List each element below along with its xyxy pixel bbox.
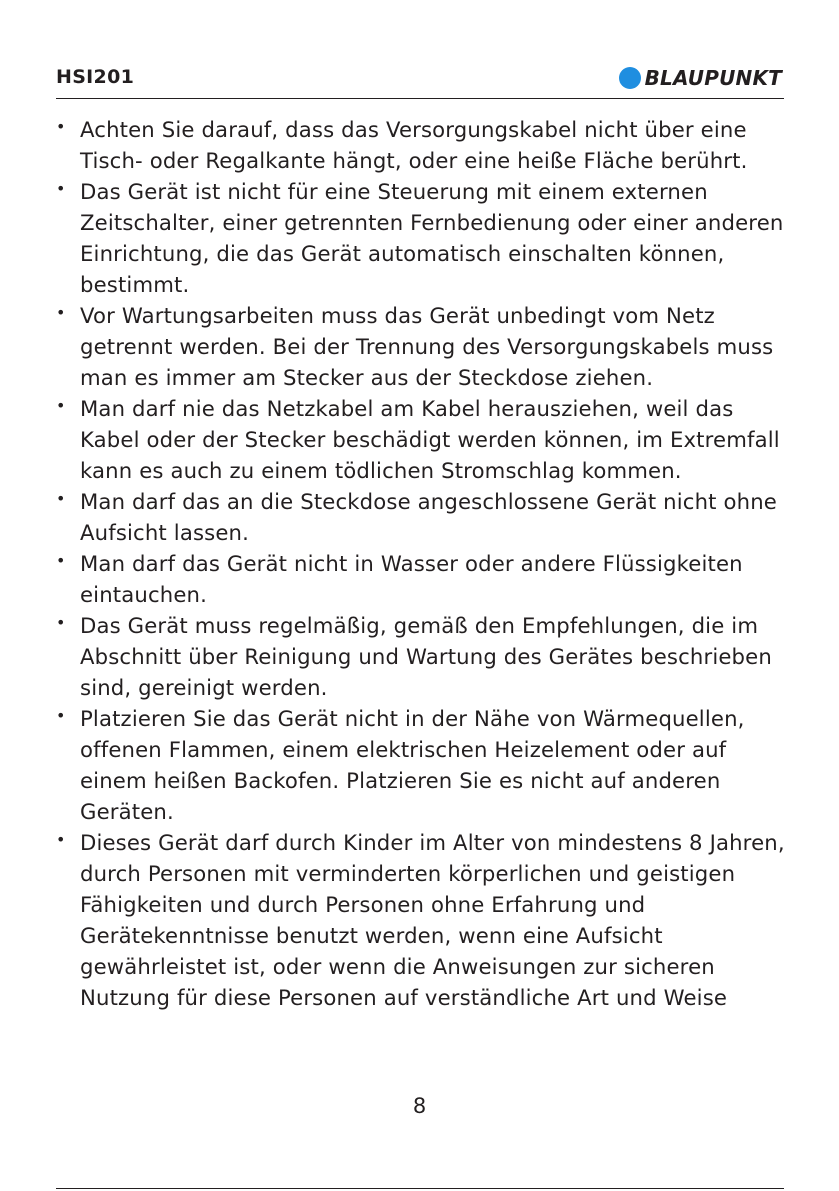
list-item (56, 610, 786, 703)
list-item (56, 486, 786, 548)
bullet-icon: • (56, 613, 66, 632)
list-item (56, 300, 786, 393)
brand-logo (619, 66, 782, 90)
list-item-text: Dieses Gerät darf durch Kinder im Alter von mindestens 8 Jahren, durch Personen mit verminderten körperlichen und geistigen Fähigkeiten und durch Personen ohne Erfahrung und Gerätekenntnisse benutzt werden, wenn eine Aufsicht gewährleistet ist, oder wenn die Anweisungen zur sicheren Nutzung für diese Personen auf verständliche Art und Weise (80, 830, 785, 1010)
bullet-icon: • (56, 830, 66, 849)
list-item-text: Das Gerät ist nicht für eine Steuerung mit einem externen Zeitschalter, einer getrennten Fernbedienung oder einer anderen Einrichtung, die das Gerät automatisch einschalten können, bestimmt. (80, 179, 784, 297)
footer-divider (56, 1188, 784, 1189)
list-item-text: Man darf das an die Steckdose angeschlossene Gerät nicht ohne Aufsicht lassen. (80, 489, 777, 545)
bullet-icon: • (56, 551, 66, 570)
list-item (56, 548, 786, 610)
safety-instructions-list (56, 114, 786, 1013)
bullet-icon: • (56, 489, 66, 508)
list-item-text: Man darf nie das Netzkabel am Kabel herausziehen, weil das Kabel oder der Stecker beschädigt werden können, im Extremfall kann es auch zu einem tödlichen Stromschlag kommen. (80, 396, 780, 483)
brand-name: BLAUPUNKT (644, 66, 782, 90)
page-number: 8 (412, 1094, 427, 1118)
list-item-text: Achten Sie darauf, dass das Versorgungskabel nicht über eine Tisch- oder Regalkante hängt, oder eine heiße Fläche berührt. (80, 117, 748, 173)
list-item-text: Vor Wartungsarbeiten muss das Gerät unbedingt vom Netz getrennt werden. Bei der Trennung des Versorgungskabels muss man es immer am Stecker aus der Steckdose ziehen. (80, 303, 774, 390)
list-item (56, 703, 786, 827)
list-item (56, 114, 786, 176)
list-item (56, 176, 786, 300)
bullet-icon: • (56, 179, 66, 198)
bullet-icon: • (56, 303, 66, 322)
bullet-icon: • (56, 396, 66, 415)
list-item-text: Platzieren Sie das Gerät nicht in der Nähe von Wärmequellen, offenen Flammen, einem elektrischen Heizelement oder auf einem heißen Backofen. Platzieren Sie es nicht auf anderen Geräten. (80, 706, 745, 824)
bullet-icon: • (56, 706, 66, 725)
list-item (56, 827, 786, 1013)
brand-logo-dot-icon (619, 67, 641, 89)
page-header (56, 62, 784, 99)
bullet-icon: • (56, 117, 66, 136)
list-item-text: Man darf das Gerät nicht in Wasser oder andere Flüssigkeiten eintauchen. (80, 551, 743, 607)
list-item (56, 393, 786, 486)
model-number: HSI201 (56, 66, 135, 88)
list-item-text: Das Gerät muss regelmäßig, gemäß den Empfehlungen, die im Abschnitt über Reinigung und Wartung des Gerätes beschrieben sind, gereinigt werden. (80, 613, 772, 700)
